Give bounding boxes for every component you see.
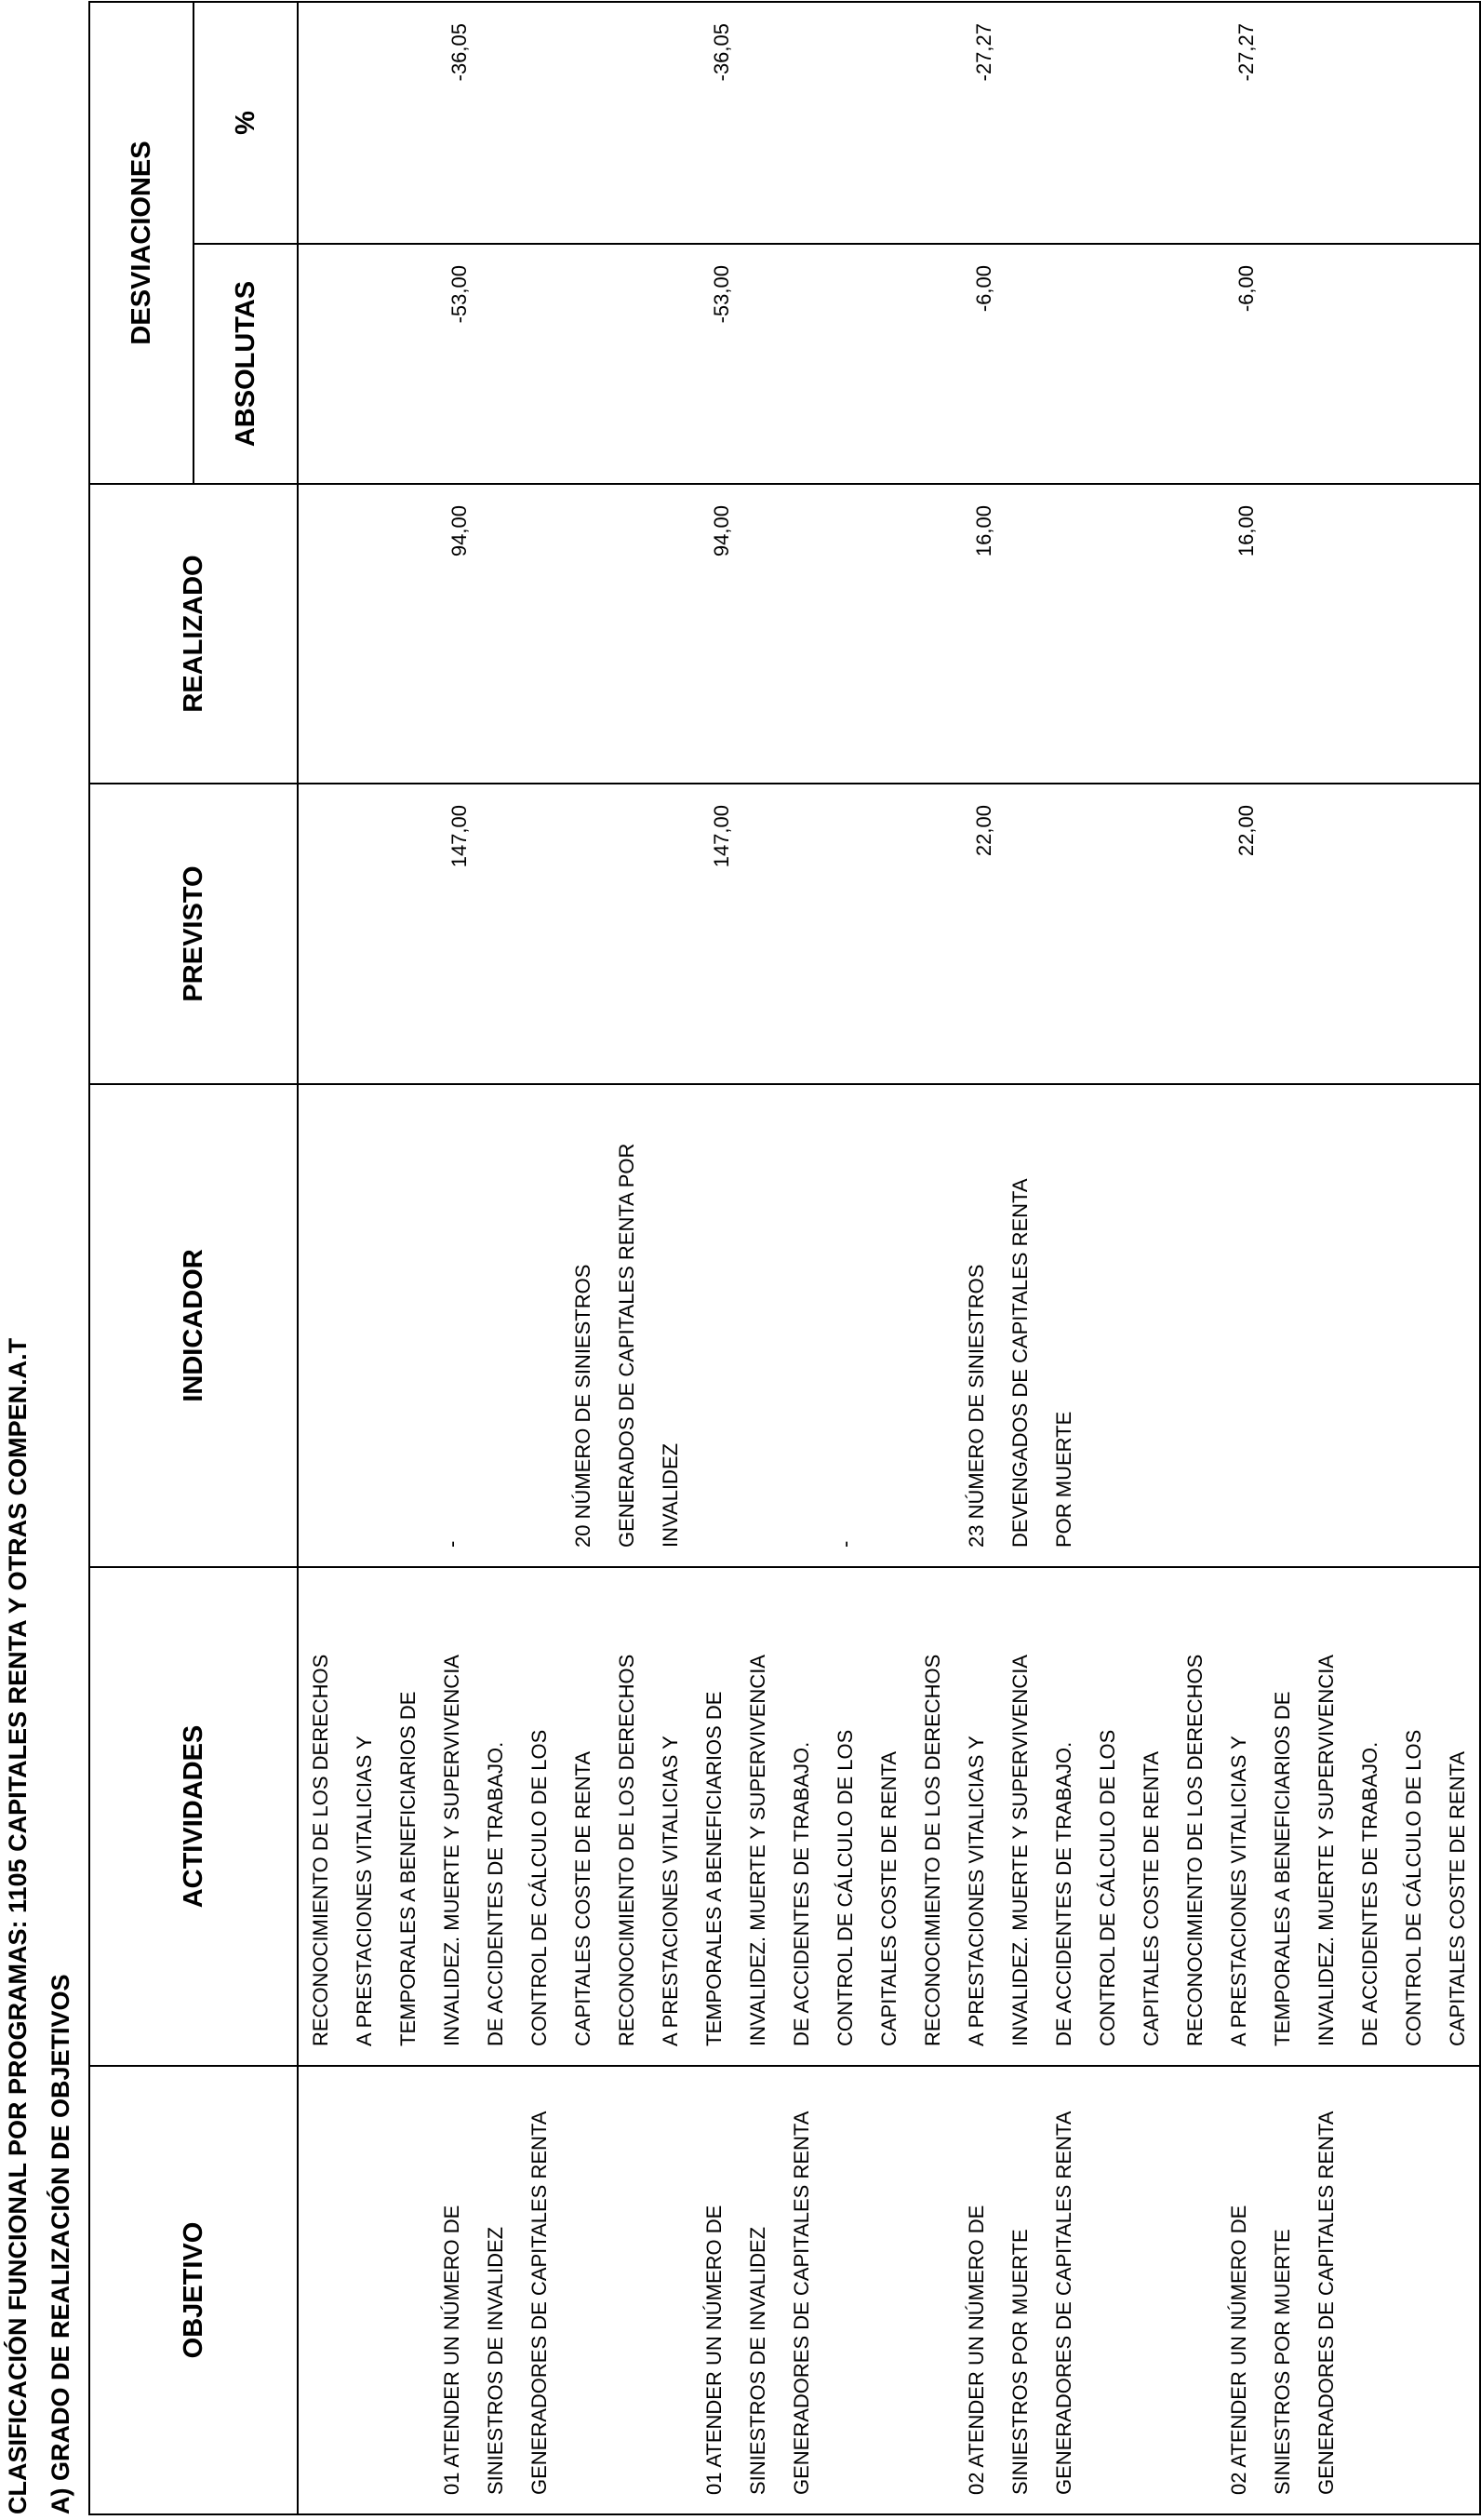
objetivo-line: 01 ATENDER UN NÚMERO DE	[440, 2205, 463, 2495]
spacer	[350, 505, 394, 783]
spacer	[1093, 23, 1137, 243]
absolutas-value: -53,00	[447, 265, 471, 324]
spacer	[1137, 265, 1181, 483]
objetivo-line: GENERADORES DE CAPITALES RENTA	[1052, 2111, 1075, 2495]
spacer	[743, 23, 787, 243]
actividades-line: CAPITALES COSTE DE RENTA	[571, 1750, 594, 2046]
absolutas-cell	[298, 244, 1480, 484]
spacer	[568, 805, 612, 1083]
spacer	[1312, 505, 1355, 783]
actividades-line: DE ACCIDENTES DE TRABAJO.	[790, 1741, 813, 2046]
spacer	[743, 505, 787, 783]
spacer	[481, 23, 525, 243]
page-title: CLASIFICACIÓN FUNCIONAL POR PROGRAMAS: 1105 CAPITALES RENTA Y OTRAS COMPEN.A.T	[4, 1337, 32, 2514]
indicador-line: 23 NÚMERO DE SINIESTROS	[965, 1264, 988, 1548]
spacer	[918, 505, 962, 783]
objetivo-line: GENERADORES DE CAPITALES RENTA	[790, 2111, 813, 2495]
spacer	[874, 23, 918, 243]
indicador-line: DEVENGADOS DE CAPITALES RENTA	[1008, 1178, 1032, 1548]
porcentaje-lines	[306, 23, 1479, 243]
spacer	[568, 23, 612, 243]
spacer	[1181, 265, 1224, 483]
objetivo-line	[342, 2074, 386, 2495]
objetivo-lines	[299, 2074, 1479, 2495]
actividades-line: TEMPORALES A BENEFICIARIOS DE	[702, 1691, 726, 2046]
indicador-line	[911, 1092, 954, 1548]
objetivo-line: SINIESTROS DE INVALIDEZ	[746, 2226, 769, 2495]
objetivo-line	[1173, 2074, 1217, 2495]
actividades-line: TEMPORALES A BENEFICIARIOS DE	[1271, 1691, 1294, 2046]
actividades-line: A PRESTACIONES VITALICIAS Y	[965, 1736, 988, 2046]
indicador-line	[867, 1092, 911, 1548]
realizado-value: 94,00	[447, 505, 471, 557]
indicador-line	[736, 1092, 780, 1548]
spacer	[1049, 505, 1093, 783]
spacer	[306, 505, 350, 783]
objetivo-line: GENERADORES DE CAPITALES RENTA	[527, 2111, 551, 2495]
indicador-line: GENERADOS DE CAPITALES RENTA POR	[615, 1143, 638, 1548]
absolutas-lines	[306, 265, 1479, 483]
actividades-line: CAPITALES COSTE DE RENTA	[1140, 1750, 1163, 2046]
spacer	[1137, 23, 1181, 243]
indicador-line	[517, 1092, 561, 1548]
spacer	[831, 805, 874, 1083]
indicador-line	[474, 1092, 517, 1548]
header-previsto: PREVISTO	[89, 784, 298, 1084]
spacer	[1093, 805, 1137, 1083]
objetivo-line: GENERADORES DE CAPITALES RENTA	[1314, 2111, 1338, 2495]
porcentaje-cell	[298, 2, 1480, 244]
spacer	[481, 805, 525, 1083]
objetivo-line: 02 ATENDER UN NÚMERO DE	[1227, 2205, 1250, 2495]
indicador-line	[780, 1092, 823, 1548]
section-subtitle: A) GRADO DE REALIZACIÓN DE OBJETIVOS	[47, 1974, 74, 2514]
absolutas-value: -6,00	[1234, 265, 1258, 313]
spacer	[1049, 805, 1093, 1083]
realizado-lines	[306, 505, 1479, 783]
actividades-line: CONTROL DE CÁLCULO DE LOS	[1402, 1729, 1425, 2046]
spacer	[394, 265, 437, 483]
spacer	[874, 265, 918, 483]
spacer	[612, 265, 656, 483]
porcentaje-value: -27,27	[1234, 22, 1258, 82]
spacer	[787, 265, 831, 483]
porcentaje-value: -36,05	[447, 22, 471, 82]
objetivo-line	[561, 2074, 605, 2495]
spacer	[1006, 505, 1049, 783]
actividades-line: RECONOCIMIENTO DE LOS DERECHOS	[615, 1654, 638, 2046]
objetivo-line	[1129, 2074, 1173, 2495]
actividades-line: INVALIDEZ. MUERTE Y SUPERVIVENCIA	[1008, 1655, 1032, 2046]
spacer	[525, 805, 568, 1083]
spacer	[1181, 23, 1224, 243]
spacer	[787, 23, 831, 243]
spacer	[1093, 505, 1137, 783]
spacer	[1181, 805, 1224, 1083]
spacer	[568, 265, 612, 483]
objetivo-line: SINIESTROS POR MUERTE	[1008, 2229, 1032, 2495]
indicador-line	[299, 1092, 342, 1548]
previsto-value: 147,00	[447, 805, 471, 868]
spacer	[350, 265, 394, 483]
spacer	[656, 23, 700, 243]
spacer	[1181, 505, 1224, 783]
objetivo-line	[605, 2074, 648, 2495]
spacer	[918, 805, 962, 1083]
indicador-lines	[299, 1092, 1479, 1548]
spacer	[1006, 23, 1049, 243]
spacer	[394, 805, 437, 1083]
spacer	[525, 505, 568, 783]
spacer	[525, 265, 568, 483]
actividades-line: RECONOCIMIENTO DE LOS DERECHOS	[309, 1654, 332, 2046]
spacer	[306, 23, 350, 243]
objetivo-line	[648, 2074, 692, 2495]
indicador-line: -	[440, 1540, 463, 1548]
objetivo-line	[386, 2074, 430, 2495]
spacer	[1137, 505, 1181, 783]
spacer	[1268, 805, 1312, 1083]
indicador-line	[692, 1092, 736, 1548]
spacer	[525, 23, 568, 243]
realizado-value: 16,00	[972, 505, 995, 557]
actividades-line: CONTROL DE CÁLCULO DE LOS	[834, 1729, 857, 2046]
indicador-line: -	[834, 1540, 857, 1548]
spacer	[743, 265, 787, 483]
spacer	[350, 23, 394, 243]
objetivo-line	[823, 2074, 867, 2495]
spacer	[568, 505, 612, 783]
actividades-cell	[298, 1567, 1480, 2066]
actividades-line: CAPITALES COSTE DE RENTA	[877, 1750, 901, 2046]
spacer	[306, 265, 350, 483]
actividades-line: DE ACCIDENTES DE TRABAJO.	[1052, 1741, 1075, 2046]
header-porcentaje: %	[193, 2, 298, 244]
indicador-line	[386, 1092, 430, 1548]
previsto-value: 147,00	[710, 805, 733, 868]
spacer	[918, 23, 962, 243]
actividades-line: DE ACCIDENTES DE TRABAJO.	[484, 1741, 507, 2046]
spacer	[831, 265, 874, 483]
spacer	[612, 505, 656, 783]
spacer	[1312, 23, 1355, 243]
header-indicador: INDICADOR	[89, 1084, 298, 1567]
header-actividades: ACTIVIDADES	[89, 1567, 298, 2066]
spacer	[481, 265, 525, 483]
realizado-value: 16,00	[1234, 505, 1258, 557]
previsto-value: 22,00	[972, 805, 995, 857]
realizado-value: 94,00	[710, 505, 733, 557]
actividades-line: CAPITALES COSTE DE RENTA	[1446, 1750, 1469, 2046]
actividades-lines	[299, 1575, 1479, 2046]
spacer	[1312, 265, 1355, 483]
spacer	[874, 505, 918, 783]
objetivo-line: SINIESTROS POR MUERTE	[1271, 2229, 1294, 2495]
spacer	[394, 505, 437, 783]
spacer	[612, 23, 656, 243]
actividades-line: INVALIDEZ. MUERTE Y SUPERVIVENCIA	[440, 1655, 463, 2046]
actividades-line: A PRESTACIONES VITALICIAS Y	[1227, 1736, 1250, 2046]
spacer	[1049, 265, 1093, 483]
indicador-line: 20 NÚMERO DE SINIESTROS	[571, 1264, 594, 1548]
objetivo-cell	[298, 2066, 1480, 2514]
actividades-line: A PRESTACIONES VITALICIAS Y	[659, 1736, 682, 2046]
spacer	[787, 505, 831, 783]
actividades-line: RECONOCIMIENTO DE LOS DERECHOS	[1183, 1654, 1207, 2046]
spacer	[1268, 265, 1312, 483]
actividades-line: RECONOCIMIENTO DE LOS DERECHOS	[921, 1654, 944, 2046]
actividades-line: DE ACCIDENTES DE TRABAJO.	[1358, 1741, 1381, 2046]
indicador-line: POR MUERTE	[1052, 1411, 1075, 1548]
spacer	[612, 805, 656, 1083]
spacer	[831, 23, 874, 243]
spacer	[306, 805, 350, 1083]
realizado-cell	[298, 484, 1480, 784]
actividades-line: TEMPORALES A BENEFICIARIOS DE	[396, 1691, 420, 2046]
objetivo-line	[1086, 2074, 1129, 2495]
header-realizado: REALIZADO	[89, 484, 298, 784]
objetivo-line: SINIESTROS DE INVALIDEZ	[484, 2226, 507, 2495]
spacer	[1268, 505, 1312, 783]
spacer	[1006, 265, 1049, 483]
actividades-line: A PRESTACIONES VITALICIAS Y	[353, 1736, 376, 2046]
indicador-cell	[298, 1084, 1480, 1567]
objectives-table	[88, 1, 1481, 2515]
indicador-line: INVALIDEZ	[659, 1442, 682, 1548]
objetivo-line	[867, 2074, 911, 2495]
actividades-line: CONTROL DE CÁLCULO DE LOS	[1096, 1729, 1119, 2046]
objetivo-line	[911, 2074, 954, 2495]
indicador-line	[342, 1092, 386, 1548]
porcentaje-value: -36,05	[710, 22, 733, 82]
header-desviaciones: DESVIACIONES	[89, 2, 193, 484]
spacer	[1312, 805, 1355, 1083]
spacer	[656, 805, 700, 1083]
previsto-value: 22,00	[1234, 805, 1258, 857]
actividades-line: CONTROL DE CÁLCULO DE LOS	[527, 1729, 551, 2046]
spacer	[918, 265, 962, 483]
previsto-lines	[306, 805, 1479, 1083]
previsto-cell	[298, 784, 1480, 1084]
objetivo-line: 02 ATENDER UN NÚMERO DE	[965, 2205, 988, 2495]
objetivo-line	[299, 2074, 342, 2495]
spacer	[350, 805, 394, 1083]
spacer	[394, 23, 437, 243]
spacer	[656, 265, 700, 483]
actividades-line: INVALIDEZ. MUERTE Y SUPERVIVENCIA	[1314, 1655, 1338, 2046]
spacer	[787, 805, 831, 1083]
header-objetivo: OBJETIVO	[89, 2066, 298, 2514]
spacer	[1137, 805, 1181, 1083]
spacer	[481, 505, 525, 783]
spacer	[1268, 23, 1312, 243]
spacer	[1093, 265, 1137, 483]
spacer	[656, 505, 700, 783]
objetivo-line: 01 ATENDER UN NÚMERO DE	[702, 2205, 726, 2495]
actividades-line: INVALIDEZ. MUERTE Y SUPERVIVENCIA	[746, 1655, 769, 2046]
spacer	[1006, 805, 1049, 1083]
absolutas-value: -53,00	[710, 265, 733, 324]
header-absolutas: ABSOLUTAS	[193, 244, 298, 484]
absolutas-value: -6,00	[972, 265, 995, 313]
spacer	[1049, 23, 1093, 243]
spacer	[831, 505, 874, 783]
spacer	[874, 805, 918, 1083]
porcentaje-value: -27,27	[972, 22, 995, 82]
spacer	[743, 805, 787, 1083]
